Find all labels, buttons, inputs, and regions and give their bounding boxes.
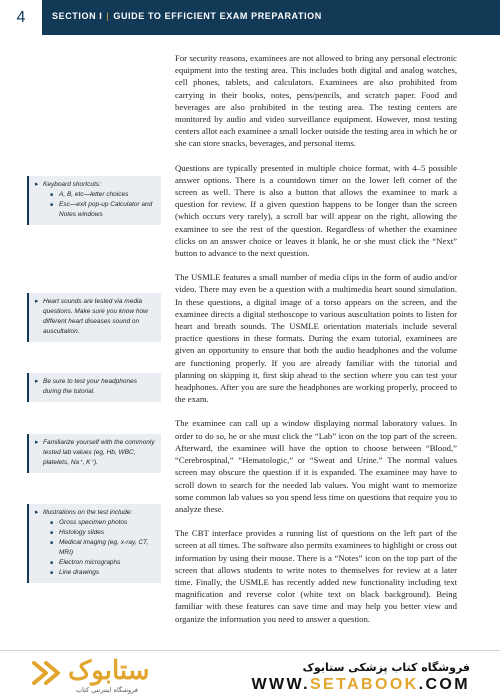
logo-tagline: فروشگاه اینترنتی کتاب — [76, 686, 138, 694]
list-item: ■ Line drawings — [50, 568, 155, 578]
sidebar-note-keyboard — [27, 176, 161, 225]
list-item: ■ Gross specimen photos — [50, 518, 155, 528]
footer-divider — [0, 650, 500, 651]
sidebar-note-list — [35, 518, 155, 578]
store-title: فروشگاه کتاب پزشکی ستابوک — [302, 661, 470, 674]
sidebar-note-lead: ▸ Heart sounds are tested via media questions. Make sure you know how different heart diseases sound on auscultation. — [35, 297, 155, 337]
sidebar-note-lab-values — [27, 434, 161, 473]
sidebar-note-headphones — [27, 373, 161, 402]
page-number: 4 — [0, 0, 42, 35]
paragraph-question-format: Questions are typically presented in multiple choice format, with 4–5 possible answer options. There is a countdown timer on the lower left corner of the screen as well. There is also a button that allows the examinee to mark a question for review. If a given question happens to be longer than the screen (which occurs very rarely), a scroll bar will appear on the right, allowing the examinee to see the rest of the question. Regardless of whether the examinee clicks on an answer choice or leaves it blank, he or she must click the “Next” button to advance to the next question. — [175, 162, 457, 259]
sidebar-note-lead: ▸ Be sure to test your headphones during the tutorial. — [35, 377, 155, 397]
sidebar-note-lead: ▸ Illustrations on the test include: — [35, 508, 155, 518]
url-prefix: WWW. — [251, 676, 310, 693]
setabook-logo — [30, 655, 180, 699]
logo-wordmark: ستابوک — [68, 655, 150, 685]
list-item: ■ Histology slides — [50, 528, 155, 538]
running-head-separator: | — [106, 11, 110, 21]
sidebar-note-lead: ▸ Keyboard shortcuts: — [35, 180, 155, 190]
running-head — [52, 11, 322, 21]
url-suffix: .COM — [418, 676, 470, 693]
store-url — [251, 676, 470, 694]
list-item: ■ Medical imaging (eg, x-ray, CT, MRI) — [50, 538, 155, 558]
list-item: ■ Esc—exit pop-up Calculator and Notes windows — [50, 200, 155, 220]
paragraph-media: The USMLE features a small number of media clips in the form of audio and/or video. There may even be a question with a multimedia heart sound simulation. In these questions, a digital image of a torso appears on the screen, and the examinee directs a digital stethoscope to various auscultation points to listen for heart and breath sounds. The USMLE orientation materials include several practice questions in these formats. During the exam tutorial, examinees are given an opportunity to ensure that both the audio headphones and the volume are functioning properly. If you are already familiar with the tutorial and planning on skipping it, first skip ahead to the section where you can test your headphones. After you are sure the headphones are working properly, proceed to the exam. — [175, 272, 457, 405]
sidebar-note-illustrations — [27, 504, 161, 583]
section-label: SECTION I — [52, 11, 103, 21]
chapter-title: GUIDE TO EFFICIENT EXAM PREPARATION — [113, 11, 322, 21]
list-item: ■ A, B, etc—letter choices — [50, 190, 155, 200]
paragraph-cbt-interface: The CBT interface provides a running list of questions on the left part of the screen at all times. The software also permits examinees to highlight or cross out information by using their mouse. There is a “Notes” icon on the top part of the screen that allows students to write notes to themselves for review at a later time. Finally, the USMLE has recently added new functionality including text magnification and reverse color (white text on black background). Being familiar with these features can save time and may help you better view and organize the information you need to answer a question. — [175, 528, 457, 624]
sidebar-note-lead: ▸ Familiarize yourself with the commonly tested lab values (eg, Hb, WBC, platelets, Na⁺, K⁺). — [35, 438, 155, 468]
setabook-logo-mark-icon — [30, 657, 64, 689]
list-item: ■ Electron micrographs — [50, 558, 155, 568]
url-highlight: SETABOOK — [309, 676, 419, 693]
sidebar-note-heart-sounds — [27, 293, 161, 342]
sidebar-note-list — [35, 190, 155, 220]
body-text — [175, 52, 457, 637]
paragraph-lab-values: The examinee can call up a window displaying normal laboratory values. In order to do so, he or she must click the “Lab” icon on the top part of the screen. Afterward, the examinee will have the option to choose between “Blood,” “Cerebrospinal,” “Hematologic,” or “Sweat and Urine.” The normal values screen may obscure the question if it is expanded. The examinee may have to scroll down to search for the needed lab values. You might want to memorize some common lab values so you spend less time on questions that require you to analyze these. — [175, 418, 457, 514]
paragraph-security: For security reasons, examinees are not allowed to bring any personal electronic equipment into the testing area. This includes both digital and analog watches, cell phones, tablets, and calculators. Examinees are also prohibited from carrying in their books, notes, pens/pencils, and scratch paper. Food and beverages are also prohibited in the testing area. The testing centers are monitored by audio and video surveillance equipment. However, most testing centers allot each examinee a small locker outside the testing area in which he or she can store snacks, beverages, and personal items. — [175, 53, 457, 149]
